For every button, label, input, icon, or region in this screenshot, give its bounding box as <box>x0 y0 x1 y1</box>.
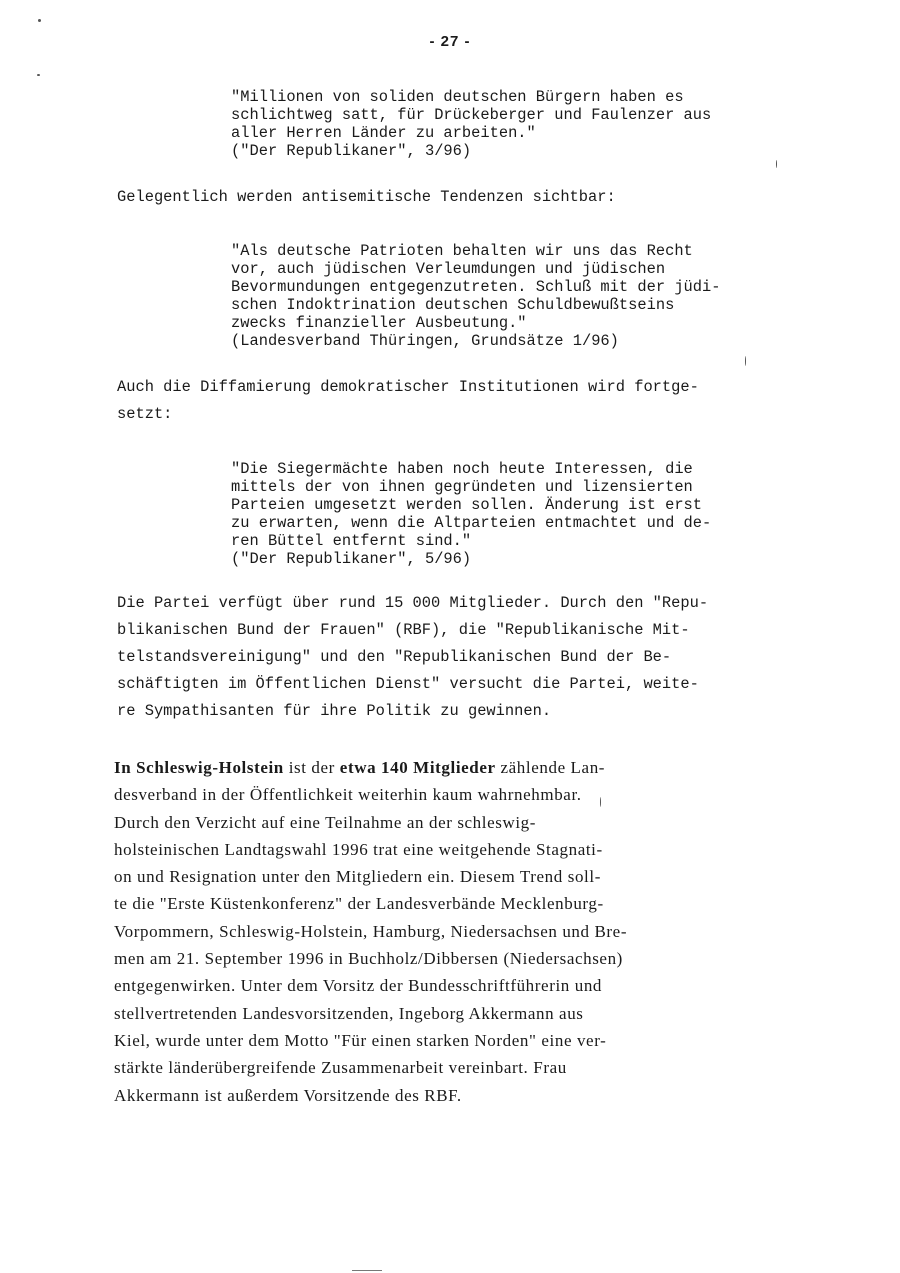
quote-line: ren Büttel entfernt sind." <box>231 532 472 550</box>
quote-line: zwecks finanzieller Ausbeutung." <box>231 314 527 332</box>
quote-source: ("Der Republikaner", 3/96) <box>231 142 472 160</box>
paragraph-line: on und Resignation unter den Mitgliedern ein. Diesem Trend soll- <box>114 867 601 887</box>
paragraph-line: Kiel, wurde unter dem Motto "Für einen starken Norden" eine ver- <box>114 1030 607 1050</box>
paragraph-line: stärkte länderübergreifende Zusammenarbeit vereinbart. Frau <box>114 1058 567 1078</box>
scan-speck <box>776 160 777 168</box>
quote-source: (Landesverband Thüringen, Grundsätze 1/96) <box>231 332 619 350</box>
quote-line: Bevormundungen entgegenzutreten. Schluß mit der jüdi- <box>231 278 721 296</box>
paragraph-line: Akkermann ist außerdem Vorsitzende des RBF. <box>114 1085 462 1105</box>
quote-republikaner-5-96 <box>231 460 711 568</box>
regular-phrase: ist der <box>283 758 340 777</box>
scan-speck <box>38 19 41 22</box>
paragraph-line: men am 21. September 1996 in Buchholz/Dibbersen (Niedersachsen) <box>114 949 623 969</box>
page-number: - 27 - <box>429 33 471 50</box>
paragraph-membership <box>117 590 708 725</box>
paragraph-line: stellvertretenden Landesvorsitzenden, Ingeborg Akkermann aus <box>114 1003 584 1023</box>
paragraph-line: Vorpommern, Schleswig-Holstein, Hamburg, Niedersachsen und Bre- <box>114 921 628 941</box>
paragraph-line-first <box>114 754 627 781</box>
bold-phrase-region: In Schleswig-Holstein <box>114 758 284 777</box>
quote-line: mittels der von ihnen gegründeten und lizensierten <box>231 478 693 496</box>
paragraph-line: Die Partei verfügt über rund 15 000 Mitglieder. Durch den "Repu- <box>117 594 709 612</box>
scan-line-mark <box>352 1270 382 1271</box>
quote-line: schen Indoktrination deutschen Schuldbewußtseins <box>231 296 675 314</box>
quote-line: zu erwarten, wenn die Altparteien entmachtet und de- <box>231 514 712 532</box>
scan-speck <box>600 797 601 807</box>
paragraph-line: setzt: <box>117 405 173 423</box>
paragraph-line: schäftigten im Öffentlichen Dienst" versucht die Partei, weite- <box>117 675 699 693</box>
paragraph-line: re Sympathisanten für ihre Politik zu gewinnen. <box>117 702 552 720</box>
quote-republikaner-3-96 <box>231 88 711 160</box>
paragraph-line: holsteinischen Landtagswahl 1996 trat eine weitgehende Stagnati- <box>114 839 603 859</box>
paragraph-schleswig-holstein <box>114 754 627 1109</box>
quote-line: Parteien umgesetzt werden sollen. Änderung ist erst <box>231 496 703 514</box>
scan-speck <box>37 74 40 76</box>
quote-line: "Als deutsche Patrioten behalten wir uns das Recht <box>231 242 693 260</box>
paragraph-line: Auch die Diffamierung demokratischer Institutionen wird fortge- <box>117 378 699 396</box>
regular-phrase: zählende Lan- <box>495 758 606 777</box>
paragraph-line: te die "Erste Küstenkonferenz" der Landesverbände Mecklenburg- <box>114 894 604 914</box>
scan-speck <box>745 356 746 366</box>
paragraph-line: telstandsvereinigung" und den "Republikanischen Bund der Be- <box>117 648 672 666</box>
quote-line: aller Herren Länder zu arbeiten." <box>231 124 536 142</box>
paragraph-line: Durch den Verzicht auf eine Teilnahme an der schleswig- <box>114 812 537 832</box>
quote-line: "Die Siegermächte haben noch heute Interessen, die <box>231 460 693 478</box>
paragraph-defamation <box>117 374 699 428</box>
quote-line: vor, auch jüdischen Verleumdungen und jüdischen <box>231 260 666 278</box>
bold-phrase-members: etwa 140 Mitglieder <box>339 758 496 777</box>
quote-source: ("Der Republikaner", 5/96) <box>231 550 472 568</box>
quote-line: schlichtweg satt, für Drückeberger und Faulenzer aus <box>231 106 712 124</box>
quote-line: "Millionen von soliden deutschen Bürgern haben es <box>231 88 684 106</box>
paragraph-line: desverband in der Öffentlichkeit weiterhin kaum wahrnehmbar. <box>114 785 582 805</box>
quote-thueringen-1-96 <box>231 242 721 350</box>
paragraph-line: entgegenwirken. Unter dem Vorsitz der Bundesschriftführerin und <box>114 976 603 996</box>
paragraph-antisemitism: Gelegentlich werden antisemitische Tendenzen sichtbar: <box>117 188 616 206</box>
paragraph-line: blikanischen Bund der Frauen" (RBF), die "Republikanische Mit- <box>117 621 690 639</box>
